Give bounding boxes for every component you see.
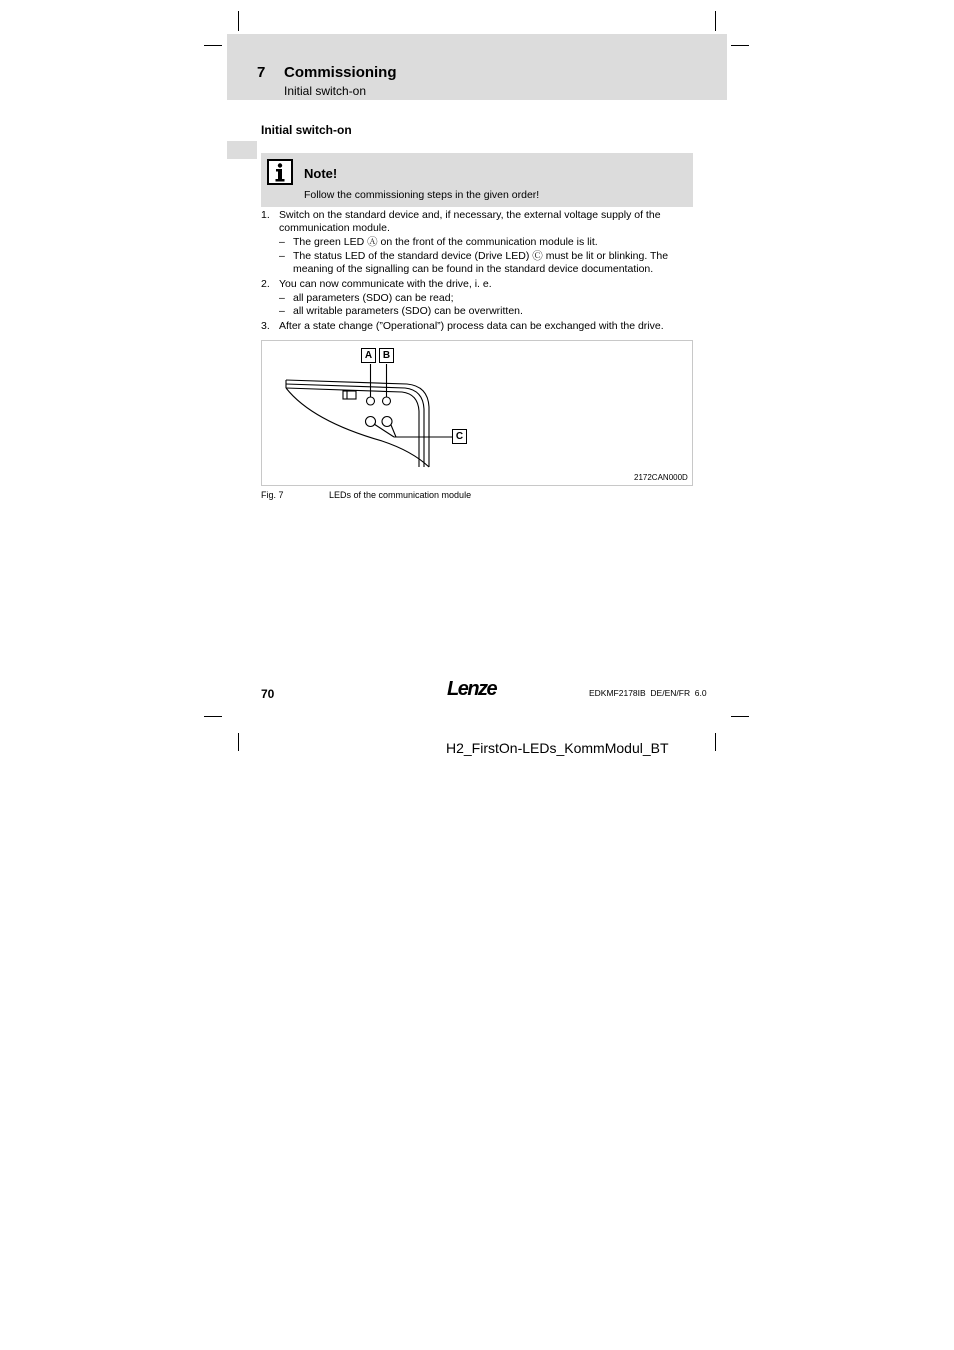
info-icon (267, 159, 293, 185)
crop-mark (731, 45, 749, 46)
crop-mark (238, 733, 239, 751)
margin-tab (227, 141, 257, 159)
callout-c: C (452, 429, 467, 444)
sub-step-text: The status LED of the standard device (Drive LED) Ⓒ must be lit or blinking. The (293, 250, 669, 262)
note-title: Note! (304, 166, 338, 181)
crop-mark (715, 733, 716, 751)
note-text: Follow the commissioning steps in the given order! (304, 189, 540, 201)
sub-step-text: meaning of the signalling can be found in the standard device documentation. (293, 263, 654, 275)
step-text: After a state change (”Operational”) process data can be exchanged with the drive. (279, 320, 664, 332)
callout-b: B (379, 348, 394, 363)
sub-step-dash: – (279, 236, 285, 248)
crop-mark (204, 716, 222, 717)
chapter-title: Commissioning (284, 64, 397, 81)
lenze-logo: Lenze (447, 678, 497, 700)
chapter-number: 7 (257, 64, 266, 81)
sub-step-dash: – (279, 305, 285, 317)
file-label: H2_FirstOn-LEDs_KommModul_BT (446, 740, 669, 756)
step-number: 1. (261, 209, 270, 221)
sub-step-dash: – (279, 292, 285, 304)
figure-caption: LEDs of the communication module (329, 490, 472, 500)
figure-label: Fig. 7 (261, 490, 284, 500)
step-number: 2. (261, 278, 270, 290)
sub-step-dash: – (279, 250, 285, 262)
step-text: You can now communicate with the drive, i. e. (279, 278, 492, 290)
sub-step-text: all parameters (SDO) can be read; (293, 292, 454, 304)
sub-step-text: all writable parameters (SDO) can be overwritten. (293, 305, 523, 317)
section-heading: Initial switch-on (261, 123, 352, 137)
module-drawing (262, 341, 692, 485)
sub-step-text: The green LED Ⓐ on the front of the communication module is lit. (293, 236, 598, 248)
figure-code: 2172CAN000D (634, 473, 688, 482)
crop-mark (715, 11, 716, 31)
crop-mark (238, 11, 239, 31)
step-number: 3. (261, 320, 270, 332)
page-number: 70 (261, 687, 275, 701)
step-text: communication module. (279, 222, 390, 234)
crop-mark (204, 45, 222, 46)
crop-mark (731, 716, 749, 717)
step-text: Switch on the standard device and, if necessary, the external voltage supply of the (279, 209, 661, 221)
callout-a: A (361, 348, 376, 363)
document-id: EDKMF2178IB DE/EN/FR 6.0 (589, 688, 707, 698)
chapter-subtitle: Initial switch-on (284, 84, 367, 98)
